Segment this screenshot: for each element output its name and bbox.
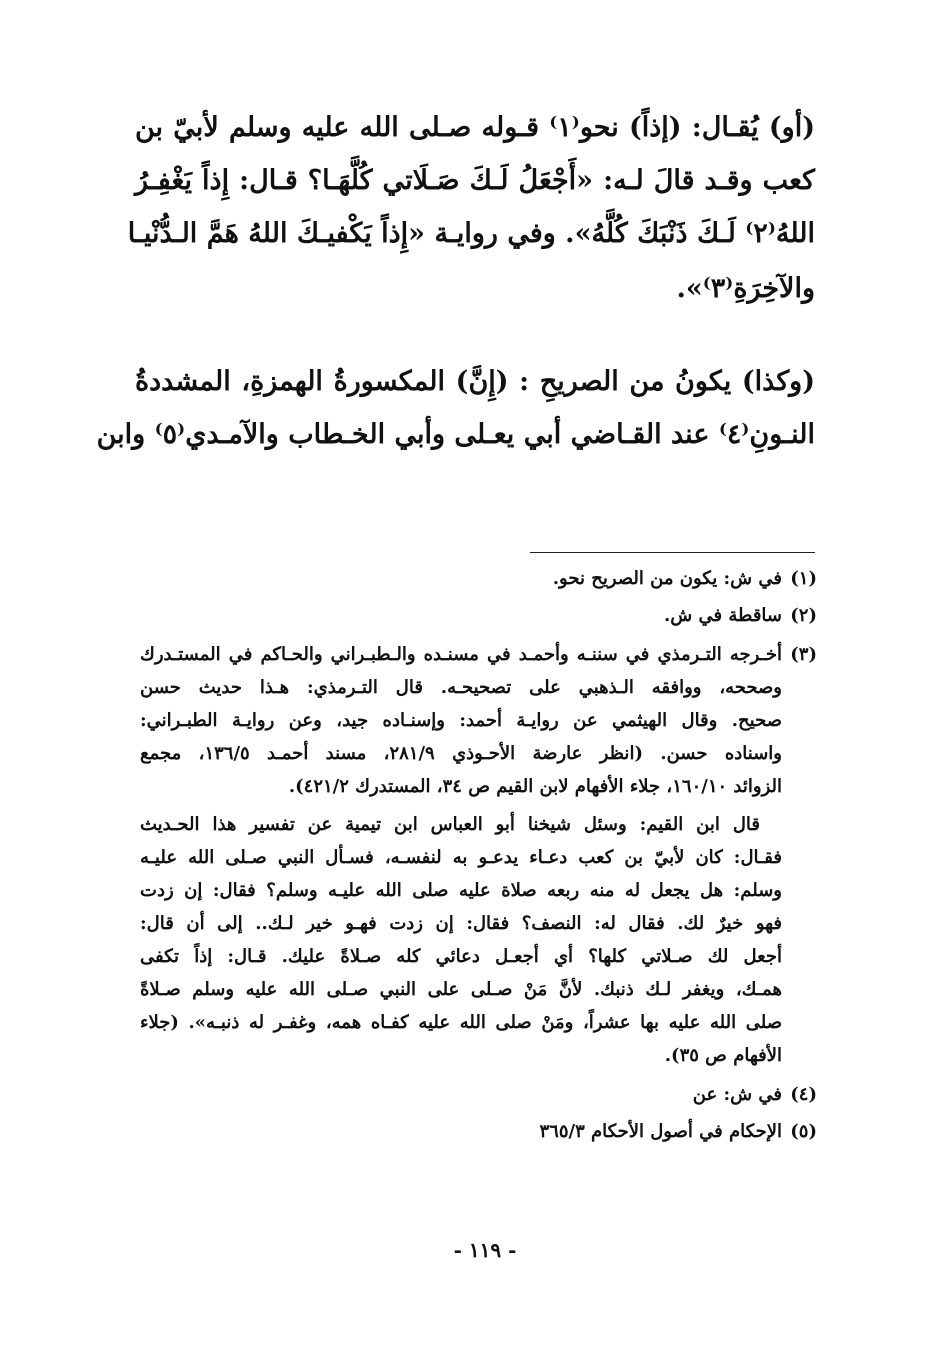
- footnote-line: أخـرجه التـرمذي في سننـه وأحمـد في مسنـده والـطبـراني والحـاكم في المستـدرك: [140, 644, 782, 665]
- footnote-line: الإحكام في أصول الأحكام ٣٦٥/٣: [539, 1121, 782, 1142]
- footnote-number: (٥): [790, 1121, 817, 1142]
- main-line: (أو) يُقـال: (إذاً) نحو⁽١⁾ قـوله صـلى الله عليه وسلم لأبيّ بن: [135, 112, 815, 143]
- main-line: والآخِرَةِ⁽٣⁾».: [676, 273, 815, 304]
- main-line: النـونِ⁽٤⁾ عند القـاضي أبي يعـلى وأبي الخـطاب والآمـدي⁽٥⁾ وابن: [96, 419, 815, 450]
- footnote-line: في ش: عن: [692, 1084, 782, 1105]
- footnote-line: صحيح. وقال الهيثمي عن روايـة أحمد: وإسنـاده جيد، وعن روايـة الطبـراني:: [140, 710, 782, 731]
- page-number: - ١١٩ -: [453, 1238, 517, 1262]
- footnote-number: (٣): [790, 644, 817, 665]
- footnote-line: الأفهام ص ٣٥).: [664, 1045, 782, 1066]
- footnote-line: وصححه، ووافقه الـذهبي على تصحيحـه. قال التـرمذي: هـذا حديث حسن: [140, 677, 782, 698]
- footnote-line: الزوائد ١٦٠/١٠، جلاء الأفهام لابن القيم ص ٣٤، المستدرك ٤٢١/٢).: [288, 776, 782, 797]
- footnote-line: صلى الله عليه بها عشراً، ومَنْ صلى الله عليه كفـاه همه، وغفـر له ذنبـه». (جلاء: [140, 1012, 782, 1033]
- footnote-line: في ش: يكون من الصريح نحو.: [552, 568, 782, 589]
- footnote-line: فهو خيرٌ لك. فقال له: النصف؟ فقال: إن زدت فهـو خير لـك.. إلى أن قال:: [140, 913, 782, 934]
- footnote-line: واسناده حسن. (انظر عارضة الأحـوذي ٢٨١/٩، مسند أحمـد ١٣٦/٥، مجمع: [140, 743, 782, 764]
- footnote-line: همـك، ويغفر لـك ذنبك. لأنَّ مَنْ صـلى على النبي صـلى الله عليه وسلم صـلاةً: [140, 979, 782, 1000]
- footnote-number: (٢): [790, 605, 817, 626]
- main-line: (وكذا) يكونُ من الصريحِ : (إِنَّ) المكسورةُ الهمزةِ، المشددةُ: [135, 366, 815, 397]
- footnote-line: ساقطة في ش.: [664, 605, 782, 626]
- footnote-line: أجعل لك صـلاتي كلها؟ أي أجعـل دعائي كله صـلاةً عليك. قـال: إذاً تكفى: [140, 946, 782, 967]
- main-line: كعب وقـد قالَ لـه: «أَجْعَلُ لَـكَ صَـلَاتي كُلَّهَـا؟ قـال: إِذاً يَغْفِـرُ: [135, 165, 815, 196]
- footnote-number: (١): [790, 568, 817, 589]
- footnote-number: (٤): [790, 1084, 817, 1105]
- footnote-separator: [530, 552, 815, 553]
- footnote-line: وسلم: هل يجعل له منه ربعه صلاة عليه صلى الله عليـه وسلم؟ فقال: إن زدت: [140, 880, 782, 901]
- footnote-line: فقـال: كان لأبيّ بن كعب دعـاء يدعـو به لنفسـه، فسـأل النبي صـلى الله عليـه: [140, 847, 782, 868]
- footnote-line: قال ابن القيم: وسئل شيخنا أبو العباس ابن تيمية عن تفسير هذا الحـديث: [140, 814, 760, 835]
- main-line: اللهُ⁽٢⁾ لَـكَ ذَنْبَكَ كُلَّهُ». وفي روايـة «إِذاً يَكْفيـكَ اللهُ هَمَّ الـدُّنْيـا: [127, 218, 815, 249]
